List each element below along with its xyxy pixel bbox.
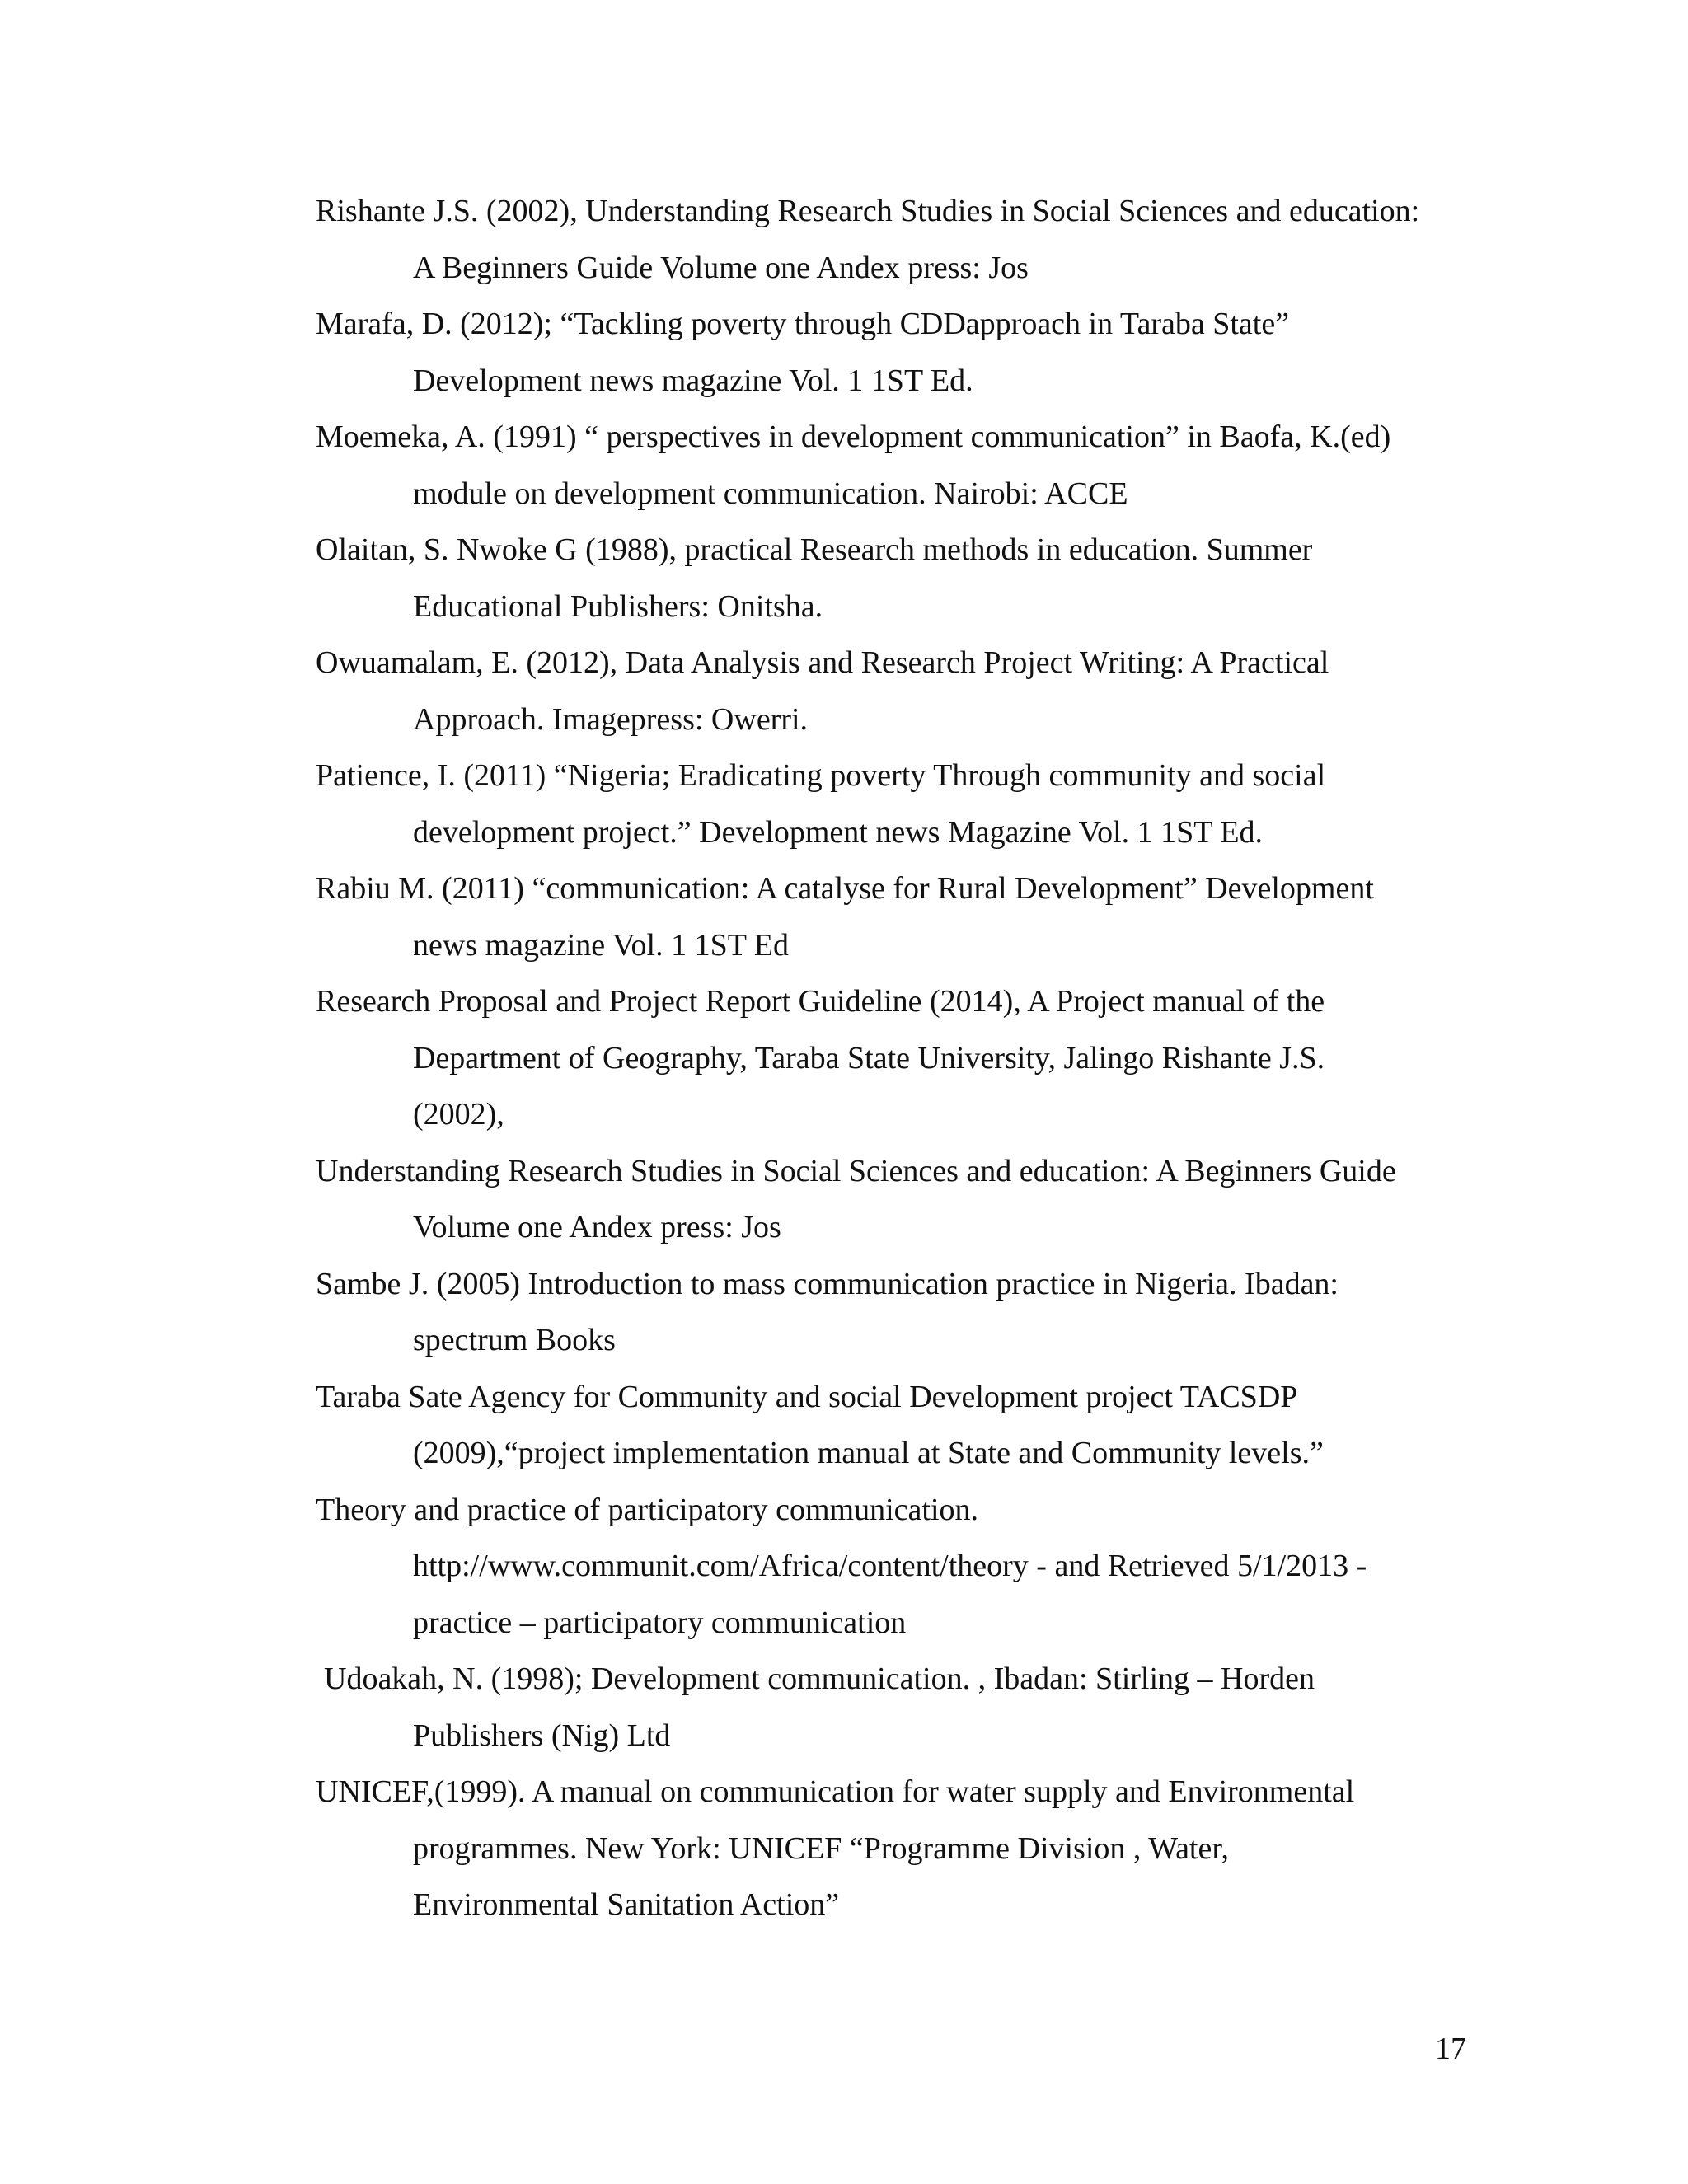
reference-line: Moemeka, A. (1991) “ perspectives in development communication” in Baofa, K.(ed) <box>316 419 1391 454</box>
reference-line: Approach. Imagepress: Owerri. <box>413 702 809 737</box>
reference-line: (2009),“project implementation manual at State and Community levels.” <box>413 1436 1324 1470</box>
reference-line: (2002), <box>413 1097 504 1132</box>
reference-line: Olaitan, S. Nwoke G (1988), practical Research methods in education. Summer <box>316 532 1313 567</box>
reference-line: Development news magazine Vol. 1 1ST Ed. <box>413 363 973 398</box>
reference-line: practice – participatory communication <box>413 1605 907 1640</box>
reference-line: Patience, I. (2011) “Nigeria; Eradicating poverty Through community and social <box>316 758 1326 793</box>
reference-line: Environmental Sanitation Action” <box>413 1887 840 1922</box>
reference-line: Educational Publishers: Onitsha. <box>413 589 823 624</box>
reference-line: Rishante J.S. (2002), Understanding Research Studies in Social Sciences and education: <box>316 194 1420 228</box>
reference-line: news magazine Vol. 1 1ST Ed <box>413 928 789 963</box>
reference-line: Taraba Sate Agency for Community and social Development project TACSDP <box>316 1380 1298 1414</box>
reference-line: Volume one Andex press: Jos <box>413 1210 781 1244</box>
reference-line: programmes. New York: UNICEF “Programme Division , Water, <box>413 1831 1229 1866</box>
reference-line: Owuamalam, E. (2012), Data Analysis and Research Project Writing: A Practical <box>316 645 1329 680</box>
reference-line: Theory and practice of participatory communication. <box>316 1493 979 1527</box>
reference-line: spectrum Books <box>413 1323 616 1357</box>
reference-line: Udoakah, N. (1998); Development communication. , Ibadan: Stirling – Horden <box>324 1661 1315 1696</box>
reference-line: Rabiu M. (2011) “communication: A catalyse for Rural Development” Development <box>316 871 1374 906</box>
reference-line: Publishers (Nig) Ltd <box>413 1718 671 1753</box>
reference-line: Sambe J. (2005) Introduction to mass communication practice in Nigeria. Ibadan: <box>316 1267 1339 1301</box>
reference-line: module on development communication. Nairobi: ACCE <box>413 476 1128 511</box>
reference-line: A Beginners Guide Volume one Andex press: Jos <box>413 251 1029 285</box>
reference-line: Research Proposal and Project Report Guideline (2014), A Project manual of the <box>316 984 1325 1019</box>
reference-line: UNICEF,(1999). A manual on communication for water supply and Environmental <box>316 1774 1355 1809</box>
page-number: 17 <box>1435 2032 1466 2066</box>
reference-line: development project.” Development news Magazine Vol. 1 1ST Ed. <box>413 815 1264 850</box>
reference-line: Department of Geography, Taraba State University, Jalingo Rishante J.S. <box>413 1041 1325 1076</box>
reference-line: Marafa, D. (2012); “Tackling poverty through CDDapproach in Taraba State” <box>316 307 1290 341</box>
reference-line: Understanding Research Studies in Social Sciences and education: A Beginners Guide <box>316 1154 1396 1188</box>
reference-line: http://www.communit.com/Africa/content/theory - and Retrieved 5/1/2013 - <box>413 1549 1367 1583</box>
